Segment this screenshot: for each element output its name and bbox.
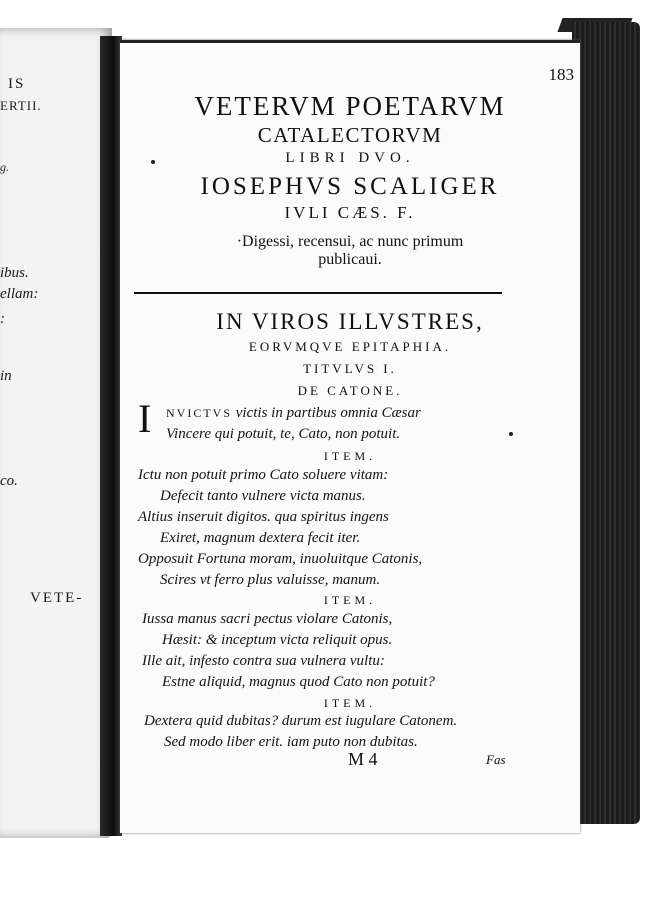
left-catchword: VETE- — [30, 590, 84, 606]
left-fragment: g. — [0, 160, 9, 174]
left-fragment: : — [0, 311, 5, 327]
book-gutter — [100, 36, 122, 836]
section-subtitle: EORVMQVE EPITAPHIA. — [248, 339, 452, 354]
left-fragment: ibus. — [0, 265, 29, 281]
item-heading: ITEM. — [323, 593, 377, 607]
previous-page — [0, 28, 112, 838]
editorial-note-line-1: ·Digessi, recensui, ac nunc primum — [236, 233, 464, 250]
signature-mark: M 4 — [348, 749, 378, 769]
drop-capital: I — [138, 396, 152, 441]
verse-line: Ictu non potuit primo Cato soluere vitam: — [138, 467, 389, 483]
title-line-3: LIBRI DVO. — [285, 150, 415, 166]
verse-line: Exiret, magnum dextera fecit iter. — [160, 530, 361, 546]
verse-line: Iussa manus sacri pectus violare Catonis, — [142, 611, 393, 627]
page-number: 183 — [548, 65, 574, 84]
title-line-1: VETERVM POETARVM — [194, 91, 506, 121]
verse-line — [166, 405, 421, 422]
verse-line: Opposuit Fortuna moram, inuoluitque Catonis, — [138, 551, 423, 567]
ink-speck — [509, 432, 513, 436]
author-filiation: IVLI CÆS. F. — [284, 203, 416, 222]
item-heading: ITEM. — [323, 696, 377, 710]
page-edges — [572, 22, 640, 824]
catchword: Fas — [486, 752, 506, 767]
section-title: IN VIROS ILLVSTRES, — [216, 309, 484, 334]
left-fragment: co. — [0, 473, 18, 489]
item-heading: ITEM. — [323, 449, 377, 463]
verse-line: Hæsit: & inceptum victa reliquit opus. — [162, 632, 393, 648]
verse-line: Scires vt ferro plus valuisse, manum. — [160, 572, 381, 588]
verse-line: Estne aliquid, magnus quod Cato non potuit? — [162, 674, 435, 690]
verse-line: Ille ait, infesto contra sua vulnera vultu: — [142, 653, 385, 669]
current-page — [120, 40, 580, 833]
first-word: NVICTVS — [166, 406, 233, 420]
ink-speck — [151, 160, 155, 164]
left-fragment: ellam: — [0, 286, 39, 302]
divider-rule — [134, 292, 502, 294]
verse-line: Defecit tanto vulnere victa manus. — [160, 488, 366, 504]
verse-line: Dextera quid dubitas? durum est iugulare Catonem. — [144, 713, 458, 729]
left-fragment: IS — [8, 76, 26, 92]
verse-line: Altius inseruit digitos. qua spiritus ingens — [138, 509, 389, 525]
editorial-note-line-2: publicaui. — [318, 251, 382, 268]
author-name: IOSEPHVS SCALIGER — [200, 173, 500, 200]
left-fragment: in — [0, 368, 12, 384]
left-fragment: ERTII. — [0, 98, 42, 113]
verse-line: Vincere qui potuit, te, Cato, non potuit. — [166, 426, 401, 442]
titulus-heading: TITVLVS I. — [303, 361, 397, 376]
title-line-2: CATALECTORVM — [257, 123, 443, 147]
verse-line: Sed modo liber erit. iam puto non dubitas. — [164, 734, 418, 750]
poem-title: DE CATONE. — [297, 383, 403, 398]
verse-text: victis in partibus omnia Cæsar — [235, 405, 421, 421]
